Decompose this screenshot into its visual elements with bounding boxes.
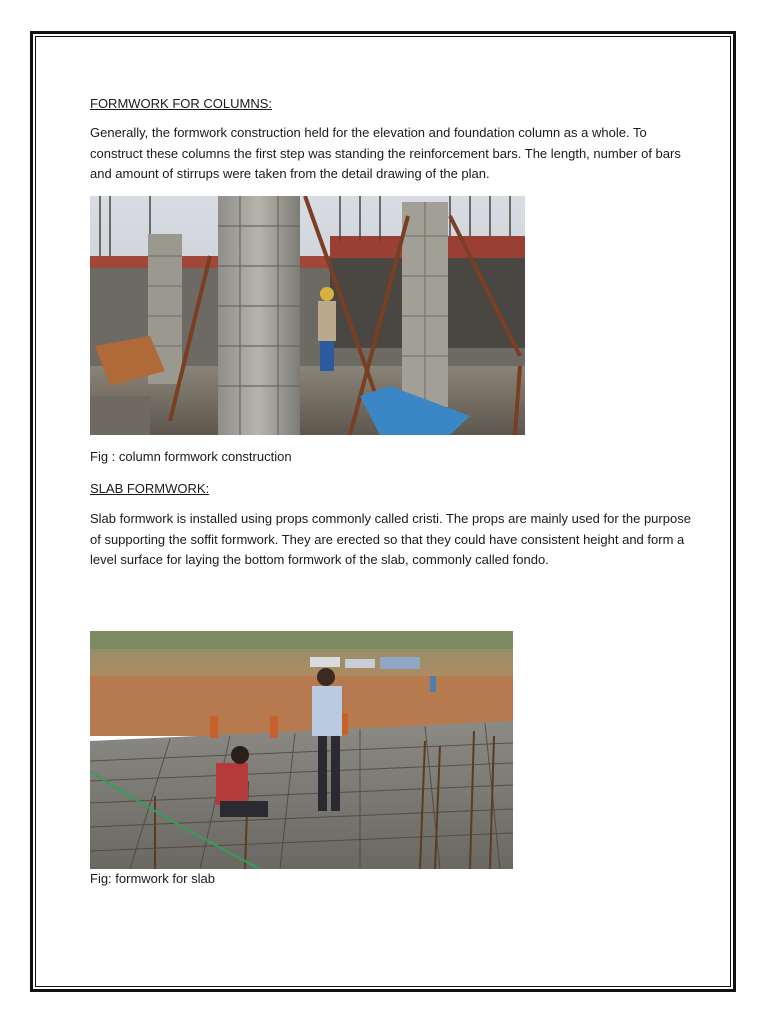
slab-formwork-photo	[90, 631, 513, 869]
section-columns	[90, 95, 700, 113]
slab-paragraph-block	[90, 509, 692, 571]
columns-paragraph: Generally, the formwork construction held for the elevation and foundation column as a whole. To construct these columns the first step was standing the reinforcement bars. The length, number of bars and amount of stirrups were taken from the detail drawing of the plan.	[90, 125, 681, 181]
slab-caption-block	[90, 870, 690, 888]
column-formwork-illustration	[90, 196, 525, 435]
section-slab	[90, 480, 690, 498]
column-formwork-photo	[90, 196, 525, 435]
columns-heading: FORMWORK FOR COLUMNS:	[90, 96, 272, 111]
columns-paragraph-block	[90, 123, 702, 185]
slab-heading: SLAB FORMWORK:	[90, 481, 210, 496]
slab-formwork-illustration	[90, 631, 513, 869]
slab-paragraph: Slab formwork is installed using props commonly called cristi. The props are mainly used for the purpose of supporting the soffit formwork. They are erected so that they could have consistent height and form a level surface for laying the bottom formwork of the slab, commonly called fondo.	[90, 511, 691, 567]
columns-caption-block	[90, 448, 690, 466]
columns-figure-caption: Fig : column formwork construction	[90, 449, 292, 464]
slab-figure-caption: Fig: formwork for slab	[90, 871, 215, 886]
